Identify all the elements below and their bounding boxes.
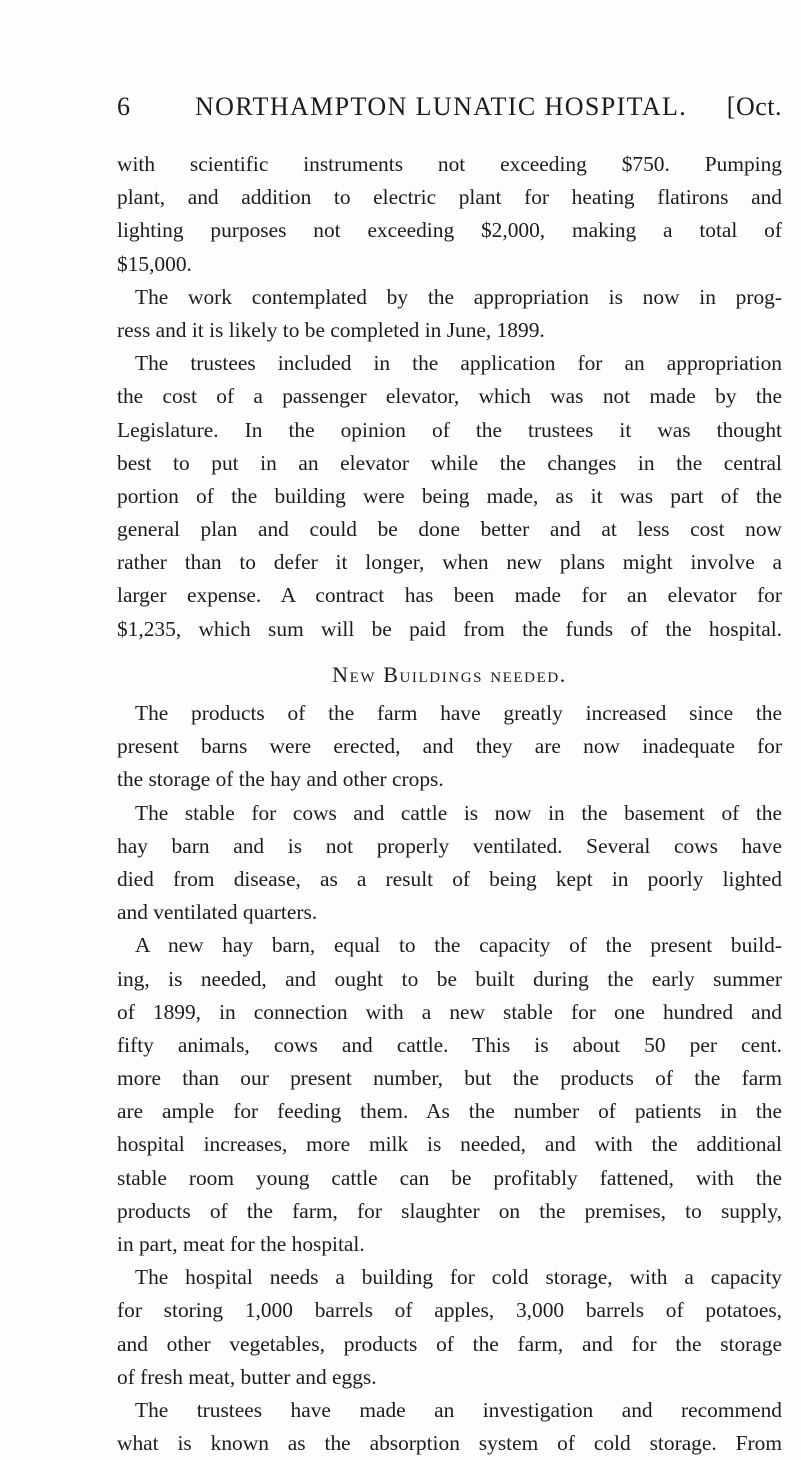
text-line: A new hay barn, equal to the capacity of the present build- <box>135 933 782 958</box>
text-line: are ample for feeding them. As the number of patients in the <box>117 1099 782 1124</box>
paragraphs-before-heading <box>117 148 782 646</box>
text-line: in part, meat for the hospital. <box>117 1232 365 1256</box>
text-line: general plan and could be done better and at less cost now <box>117 517 782 542</box>
text-line: products of the farm, for slaughter on the premises, to supply, <box>117 1198 782 1223</box>
text-line: The work contemplated by the appropriation is now in prog- <box>135 284 782 309</box>
text-line: what is known as the absorption system of cold storage. From <box>117 1431 782 1456</box>
text-line: of fresh meat, butter and eggs. <box>117 1364 377 1389</box>
running-title: NORTHAMPTON LUNATIC HOSPITAL. <box>195 92 688 121</box>
text-line: and ventilated quarters. <box>117 900 318 925</box>
text-line: and other vegetables, products of the farm, and for the storage <box>117 1331 782 1356</box>
text-line: rather than to defer it longer, when new plans might involve a <box>117 550 782 575</box>
text-line: hay barn and is not properly ventilated. Several cows have <box>117 833 782 858</box>
paragraphs-after-heading <box>117 697 782 1460</box>
text-line: The trustees included in the application for an appropriation <box>135 351 782 376</box>
text-line: fifty animals, cows and cattle. This is about 50 per cent. <box>117 1032 782 1057</box>
text-line: ing, is needed, and ought to be built during the early summer <box>117 966 782 991</box>
text-line: stable room young cattle can be profitably fattened, with the <box>117 1165 782 1190</box>
text-line: best to put in an elevator while the changes in the central <box>117 450 782 475</box>
text-line: the cost of a passenger elevator, which was not made by the <box>117 384 782 409</box>
text-line: for storing 1,000 barrels of apples, 3,000 barrels of potatoes, <box>117 1298 782 1323</box>
body-text <box>117 148 782 1460</box>
section-heading: New Buildings needed. <box>332 661 567 687</box>
text-line: the storage of the hay and other crops. <box>117 767 444 792</box>
text-line: larger expense. A contract has been made for an elevator for <box>117 583 782 608</box>
text-line: with scientific instruments not exceeding $750. Pumping <box>117 152 782 176</box>
text-line: more than our present number, but the products of the farm <box>117 1066 782 1091</box>
text-line: The trustees have made an investigation and recommend <box>135 1397 782 1422</box>
text-line: hospital increases, more milk is needed, and with the additional <box>117 1132 782 1157</box>
text-line: lighting purposes not exceeding $2,000, making a total of <box>117 218 782 243</box>
page-number: 6 <box>117 92 131 121</box>
text-line: The stable for cows and cattle is now in the basement of the <box>135 800 782 825</box>
running-header <box>117 92 782 132</box>
text-line: of 1899, in connection with a new stable for one hundred and <box>117 999 782 1024</box>
text-line: ress and it is likely to be completed in June, 1899. <box>117 317 545 342</box>
text-line: The products of the farm have greatly increased since the <box>135 701 782 725</box>
text-line: portion of the building were being made, as it was part of the <box>117 483 782 508</box>
text-line: Legislature. In the opinion of the trustees it was thought <box>117 417 782 442</box>
text-line: $1,235, which sum will be paid from the funds of the hospital. <box>117 616 782 641</box>
text-line: present barns were erected, and they are now inadequate for <box>117 734 782 759</box>
text-line: died from disease, as a result of being kept in poorly lighted <box>117 866 782 891</box>
running-date: [Oct. <box>726 92 782 121</box>
text-line: The hospital needs a building for cold storage, with a capacity <box>135 1265 782 1290</box>
text-line: $15,000. <box>117 251 192 276</box>
text-line: plant, and addition to electric plant for heating flatirons and <box>117 185 782 210</box>
